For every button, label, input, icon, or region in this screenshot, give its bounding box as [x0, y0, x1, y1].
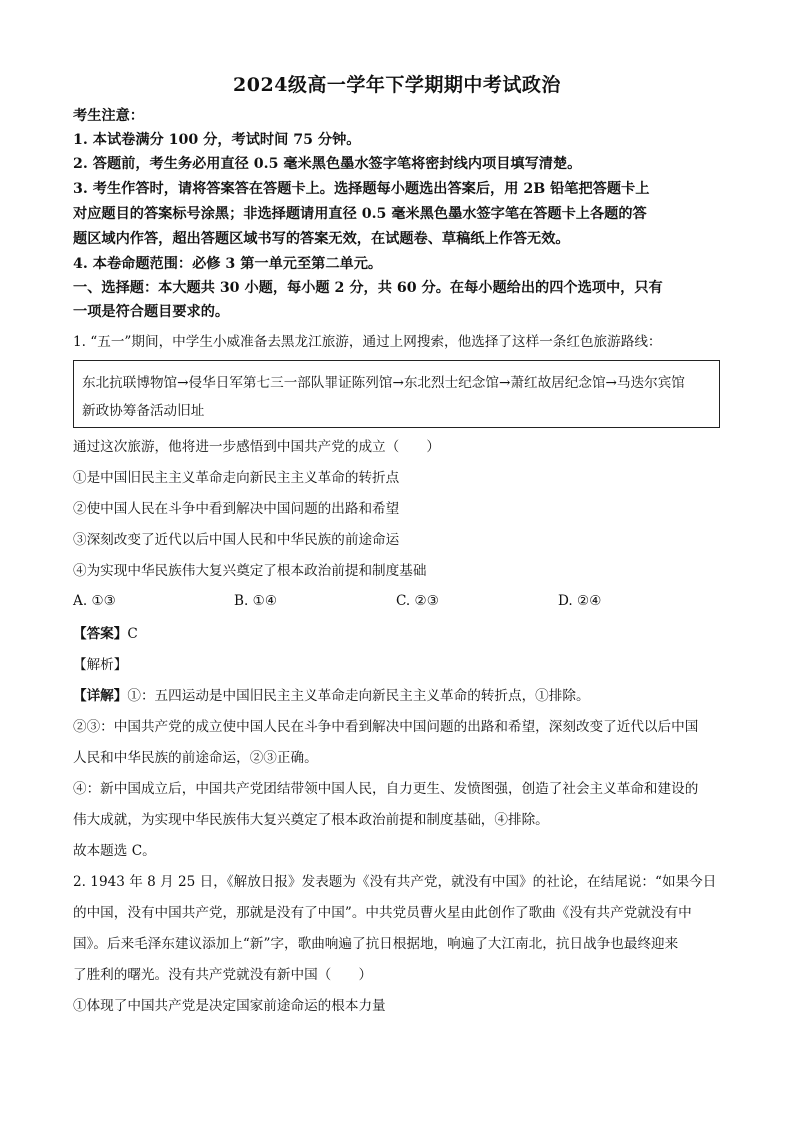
section-heading-cont: 一项是符合题目要求的。 — [73, 304, 230, 320]
notice-line: 2. 答题前，考生务必用直径 0.5 毫米黑色墨水签字笔将密封线内项目填写清楚。 — [73, 156, 582, 172]
notice-line: 3. 考生作答时，请将答案答在答题卡上。选择题每小题选出答案后，用 2B 铅笔把答题卡上 — [73, 181, 650, 197]
statement-item: ①体现了中国共产党是决定国家前途命运的根本力量 — [73, 998, 386, 1014]
question-2-line: 国》。后来毛泽东建议添加上“新”字，歌曲响遍了抗日根据地，响遍了大江南北，抗日战争也最终迎来 — [73, 936, 679, 952]
answer-line — [73, 624, 138, 644]
detail-line: 人民和中华民族的前途命运，②③正确。 — [73, 750, 318, 766]
analysis-tag: 【解析】 — [73, 657, 128, 673]
notice-line: 题区域内作答，超出答题区域书写的答案无效，在试题卷、草稿纸上作答无效。 — [73, 231, 570, 247]
route-line: 新政协筹备活动旧址 — [82, 403, 205, 419]
page-title: 2024级高一学年下学期期中考试政治 — [233, 74, 561, 96]
statement-item: ②使中国人民在斗争中看到解决中国问题的出路和希望 — [73, 501, 400, 517]
answer-tag: 【答案】 — [73, 626, 128, 642]
notice-line: 4. 本卷命题范围：必修 3 第一单元至第二单元。 — [73, 256, 383, 272]
detail-line: ②③：中国共产党的成立使中国人民在斗争中看到解决中国问题的出路和希望，深刻改变了近代以后中国 — [73, 719, 699, 735]
option-a: A. ①③ — [73, 593, 116, 609]
question-1-stem: 1. “五一”期间，中学生小威准备去黑龙江旅游，通过上网搜索，他选择了这样一条红色旅游路线： — [73, 334, 662, 350]
statement-item: ①是中国旧民主主义革命走向新民主主义革命的转折点 — [73, 470, 400, 486]
question-2-line: 2. 1943 年 8 月 25 日，《解放日报》发表题为《没有共产党，就没有中国》的社论，在结尾说：“如果今日 — [73, 874, 717, 890]
statement-item: ④为实现中华民族伟大复兴奠定了根本政治前提和制度基础 — [73, 563, 427, 579]
conclusion-line: 故本题选 C。 — [73, 843, 156, 859]
notice-line: 对应题目的答案标号涂黑；非选择题请用直径 0.5 毫米黑色墨水签字笔在答题卡上各题的答 — [73, 206, 647, 222]
statement-item: ③深刻改变了近代以后中国人民和中华民族的前途命运 — [73, 532, 400, 548]
notice-line: 1. 本试卷满分 100 分，考试时间 75 分钟。 — [73, 132, 361, 148]
detail-line: ④：新中国成立后，中国共产党团结带领中国人民，自力更生、发愤图强，创造了社会主义革命和建设的 — [73, 781, 699, 797]
detail-line — [73, 686, 590, 706]
option-d: D. ②④ — [558, 593, 602, 609]
option-b: B. ①④ — [234, 593, 278, 609]
question-1-prompt: 通过这次旅游，他将进一步感悟到中国共产党的成立（ ） — [73, 439, 441, 455]
detail-line: 伟大成就，为实现中华民族伟大复兴奠定了根本政治前提和制度基础，④排除。 — [73, 812, 549, 828]
question-2-line: 了胜利的曙光。没有共产党就没有新中国（ ） — [73, 967, 373, 983]
detail-text: ①：五四运动是中国旧民主主义革命走向新民主主义革命的转折点，①排除。 — [127, 688, 590, 704]
question-2-line: 的中国，没有中国共产党，那就是没有了中国”。中共党员曹火星由此创作了歌曲《没有共产党就没有中 — [73, 905, 692, 921]
section-heading: 一、选择题：本大题共 30 小题，每小题 2 分，共 60 分。在每小题给出的四个选项中，只有 — [73, 280, 663, 296]
option-c: C. ②③ — [396, 593, 439, 609]
answer-value: C — [127, 626, 138, 642]
detail-tag: 【详解】 — [73, 688, 128, 704]
route-box — [73, 360, 720, 428]
route-line: 东北抗联博物馆→侵华日军第七三一部队罪证陈列馆→东北烈士纪念馆→萧红故居纪念馆→马迭尔宾馆 — [82, 375, 685, 391]
notice-heading: 考生注意： — [73, 108, 144, 124]
